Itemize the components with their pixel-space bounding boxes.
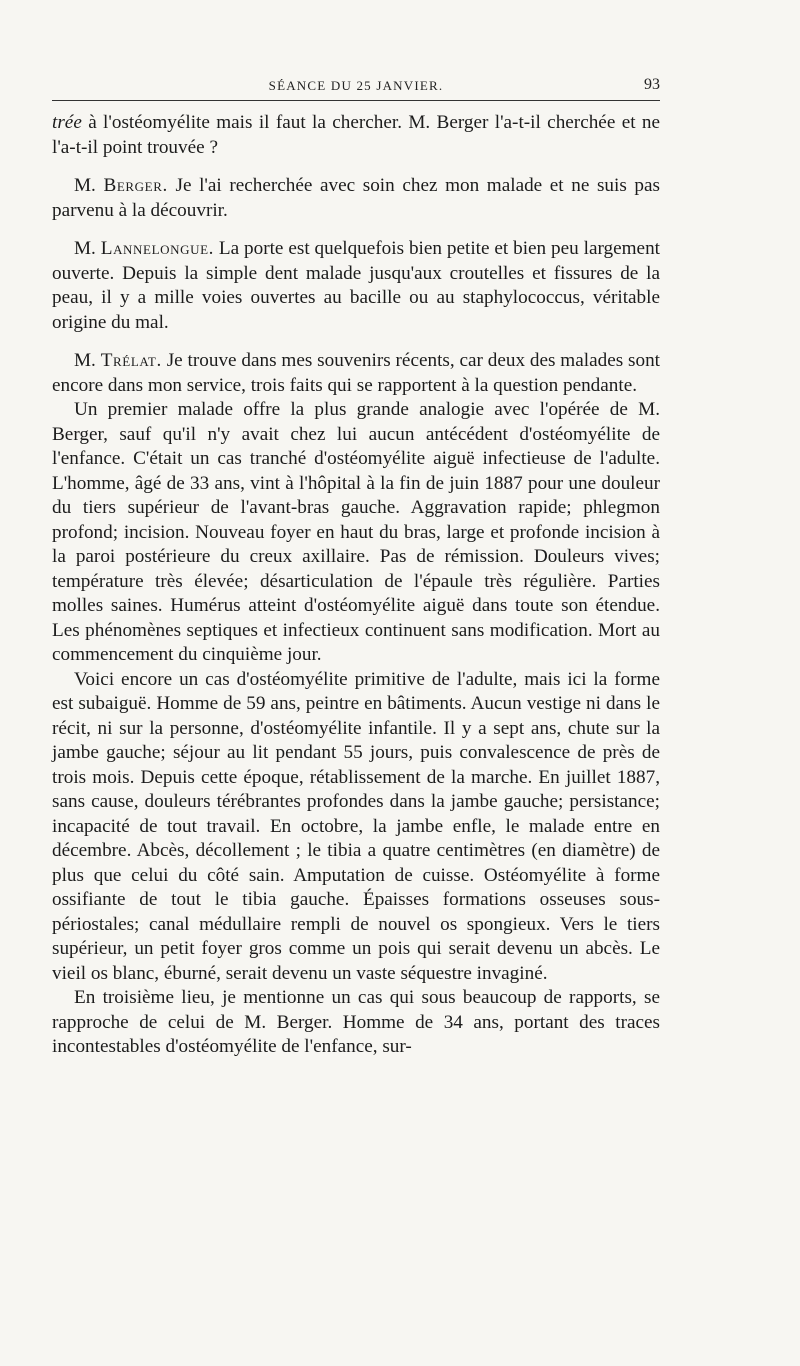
paragraph-5 <box>52 398 660 668</box>
paragraph-4 <box>52 349 660 398</box>
running-header <box>52 72 660 100</box>
speaker-prefix: M. <box>74 350 101 371</box>
speaker-prefix: M. <box>74 238 101 259</box>
paragraph-7 <box>52 986 660 1060</box>
running-title: SÉANCE DU 25 JANVIER. <box>268 78 444 93</box>
header-rule <box>52 100 660 101</box>
speaker-name: Trélat. <box>100 350 162 371</box>
paragraph-text: à l'ostéomyélite mais il faut la chercher. M. Berger l'a-t-il cherchée et ne l'a-t-il point trouvée ? <box>52 112 660 158</box>
paragraph-text: Je l'ai recherchée avec soin chez mon malade et ne suis pas parvenu à la découvrir. <box>52 175 661 221</box>
continued-word: trée <box>52 112 82 133</box>
paragraph-3 <box>52 237 660 335</box>
speaker-prefix: M. <box>74 175 104 196</box>
paragraph-6 <box>52 668 660 987</box>
speaker-name: Lannelongue. <box>100 238 215 259</box>
paragraph-1 <box>52 111 660 160</box>
page-number: 93 <box>644 76 660 93</box>
paragraph-text: Voici encore un cas d'ostéomyélite primitive de l'adulte, mais ici la forme est subaiguë. Homme de 59 ans, peintre en bâtiments. Aucun vestige ni dans le récit, ni sur la personne, d'ostéomyélite infantile. Il y a sept ans, chute sur la jambe gauche; séjour au lit pendant 55 jours, puis convalescence de près de trois mois. Depuis cette époque, rétablissement de la marche. En juillet 1887, sans cause, douleurs térébrantes profondes dans la jambe gauche; persistance; incapacité de tout travail. En octobre, la jambe enfle, le malade entre en décembre. Abcès, décollement ; le tibia a quatre centimètres (en diamètre) de plus que celui du côté sain. Amputation de cuisse. Ostéomyélite à forme ossifiante de tout le tibia gauche. Épaisses formations osseuses sous-périostales; canal médullaire rempli de nouvel os spongieux. Vers le tiers supérieur, un petit foyer gros comme un pois qui serait devenu un abcès. Le vieil os blanc, éburné, serait devenu un vaste séquestre invaginé. <box>52 668 660 984</box>
paragraph-2 <box>52 174 660 223</box>
speaker-name: Berger. <box>103 175 168 196</box>
paragraph-text: Je trouve dans mes souvenirs récents, car deux des malades sont encore dans mon service, trois faits qui se rapportent à la question pendante. <box>52 350 660 396</box>
paragraph-text: Un premier malade offre la plus grande analogie avec l'opérée de M. Berger, sauf qu'il n'y avait chez lui aucun antécédent d'ostéomyélite de l'enfance. C'était un cas tranché d'ostéomyélite aiguë infectieuse de l'adulte. L'homme, âgé de 33 ans, vint à l'hôpital à la fin de juin 1887 pour une douleur du tiers supérieur de l'avant-bras gauche. Aggravation rapide; phlegmon profond; incision. Nouveau foyer en haut du bras, large et profonde incision à la paroi postérieure du creux axillaire. Pas de rémission. Douleurs vives; température très élevée; désarticulation de l'épaule très régulière. Parties molles saines. Humérus atteint d'ostéomyélite aiguë dans toute son étendue. Les phénomènes septiques et infectieux continuent sans modification. Mort au commencement du cinquième jour. <box>52 399 660 665</box>
document-page <box>52 72 660 1060</box>
paragraph-text: La porte est quelquefois bien petite et bien peu largement ouverte. Depuis la simple dent malade jusqu'aux croutelles et fissures de la peau, il y a mille voies ouvertes au bacille ou au staphylococcus, véritable origine du mal. <box>52 238 660 333</box>
body-text <box>52 111 660 1060</box>
paragraph-text: En troisième lieu, je mentionne un cas qui sous beaucoup de rapports, se rapproche de celui de M. Berger. Homme de 34 ans, portant des traces incontestables d'ostéomyélite de l'enfance, sur- <box>52 987 660 1057</box>
